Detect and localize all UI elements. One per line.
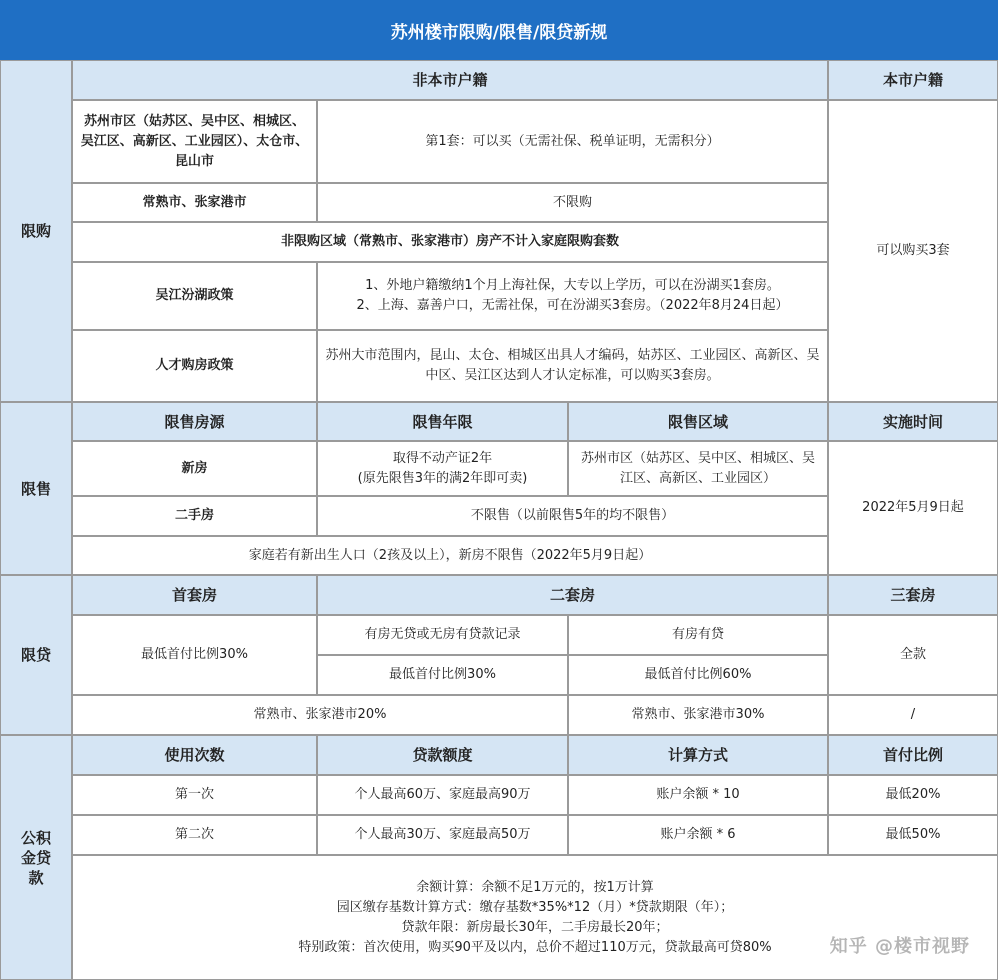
xianshou-time-value: 2022年5月9日起: [828, 441, 998, 575]
header-third-home: 三套房: [828, 575, 998, 615]
xianshou-new: 新房: [72, 441, 317, 496]
gjj-note-3: 贷款年限：新房最长30年，二手房最长20年；: [401, 919, 669, 935]
section-label-xianshou: 限售: [0, 402, 72, 575]
new-years-line-1: 取得不动产证2年: [392, 450, 493, 466]
gjj-row-2-down: 最低50%: [828, 815, 998, 855]
gjj-note-2: 园区缴存基数计算方式：缴存基数*35%*12（月）*贷款期限（年）；: [336, 899, 734, 915]
gjj-row-2-calc: 账户余额 * 6: [568, 815, 828, 855]
zhihu-watermark: 知乎 @楼市视野: [829, 936, 970, 957]
xiangou-area-4: 吴江汾湖政策: [72, 262, 317, 330]
fenhu-policy-line-1: 1、外地户籍缴纳1个月上海社保，大专以上学历，可以在汾湖买1套房。: [365, 278, 780, 293]
header-non-local: 非本市户籍: [72, 60, 828, 100]
xiangou-policy-2: 不限购: [317, 183, 828, 222]
xiangou-policy-1: 第1套：可以买（无需社保、税单证明，无需积分）: [317, 100, 828, 183]
page-title: 苏州楼市限购/限售/限贷新规: [0, 0, 998, 60]
header-years: 限售年限: [317, 402, 568, 441]
second-sub-a: 有房无贷或无房有贷款记录: [317, 615, 568, 655]
gjj-row-1-calc: 账户余额 * 10: [568, 775, 828, 815]
xianshou-new-area: 苏州市区（姑苏区、吴中区、相城区、吴江区、高新区、工业园区）: [568, 441, 828, 496]
second-sub-a-value: 最低首付比例30%: [317, 655, 568, 695]
fenhu-policy-line-2: 2、上海、嘉善户口，无需社保，可在汾湖买3套房。（2022年8月24日起）: [356, 298, 789, 313]
header-loan-amount: 贷款额度: [317, 735, 568, 775]
xiangou-area-2: 常熟市、张家港市: [72, 183, 317, 222]
header-time: 实施时间: [828, 402, 998, 441]
changshu-third: /: [828, 695, 998, 735]
header-local: 本市户籍: [828, 60, 998, 100]
local-policy-value: 可以购买3套: [828, 100, 998, 402]
second-sub-b: 有房有贷: [568, 615, 828, 655]
header-usage-count: 使用次数: [72, 735, 317, 775]
gjj-row-1-down: 最低20%: [828, 775, 998, 815]
xiangou-area-1: 苏州市区（姑苏区、吴中区、相城区、吴江区、高新区、工业园区）、太仓市、昆山市: [72, 100, 317, 183]
gjj-note-4: 特别政策：首次使用，购买90平及以内，总价不超过110万元，贷款最高可贷80%: [298, 939, 772, 955]
header-source: 限售房源: [72, 402, 317, 441]
xianshou-second: 二手房: [72, 496, 317, 536]
second-sub-b-value: 最低首付比例60%: [568, 655, 828, 695]
section-label-xiandai: 限贷: [0, 575, 72, 735]
xiangou-note: 非限购区域（常熟市、张家港市）房产不计入家庭限购套数: [72, 222, 828, 262]
section-label-gjj: [0, 735, 72, 980]
third-home-value: 全款: [828, 615, 998, 695]
header-down-payment: 首付比例: [828, 735, 998, 775]
xianshou-second-policy: 不限售（以前限售5年的均不限售）: [317, 496, 828, 536]
gjj-row-1-count: 第一次: [72, 775, 317, 815]
changshu-second: 常熟市、张家港市30%: [568, 695, 828, 735]
header-second-home: 二套房: [317, 575, 828, 615]
gjj-note-1: 余额计算：余额不足1万元的，按1万计算: [416, 879, 654, 895]
gjj-row-1-amount: 个人最高60万、家庭最高90万: [317, 775, 568, 815]
section-label-gjj-text: 公积金贷款: [20, 828, 51, 887]
section-label-xiangou: 限购: [0, 60, 72, 402]
header-first-home: 首套房: [72, 575, 317, 615]
gjj-notes: [72, 855, 998, 980]
changshu-first: 常熟市、张家港市20%: [72, 695, 568, 735]
first-home-value: 最低首付比例30%: [72, 615, 317, 695]
xiangou-area-5: 人才购房政策: [72, 330, 317, 402]
new-years-line-2: (原先限售3年的满2年即可卖): [357, 470, 528, 486]
gjj-row-2-amount: 个人最高30万、家庭最高50万: [317, 815, 568, 855]
xiangou-policy-4: [317, 262, 828, 330]
gjj-row-2-count: 第二次: [72, 815, 317, 855]
xianshou-new-years: [317, 441, 568, 496]
header-area: 限售区域: [568, 402, 828, 441]
xiangou-policy-5: 苏州大市范围内，昆山、太仓、相城区出具人才编码，姑苏区、工业园区、高新区、吴中区、吴江区达到人才认定标准，可以购买3套房。: [317, 330, 828, 402]
header-calc-method: 计算方式: [568, 735, 828, 775]
xianshou-family-note: 家庭若有新出生人口（2孩及以上），新房不限售（2022年5月9日起）: [72, 536, 828, 575]
